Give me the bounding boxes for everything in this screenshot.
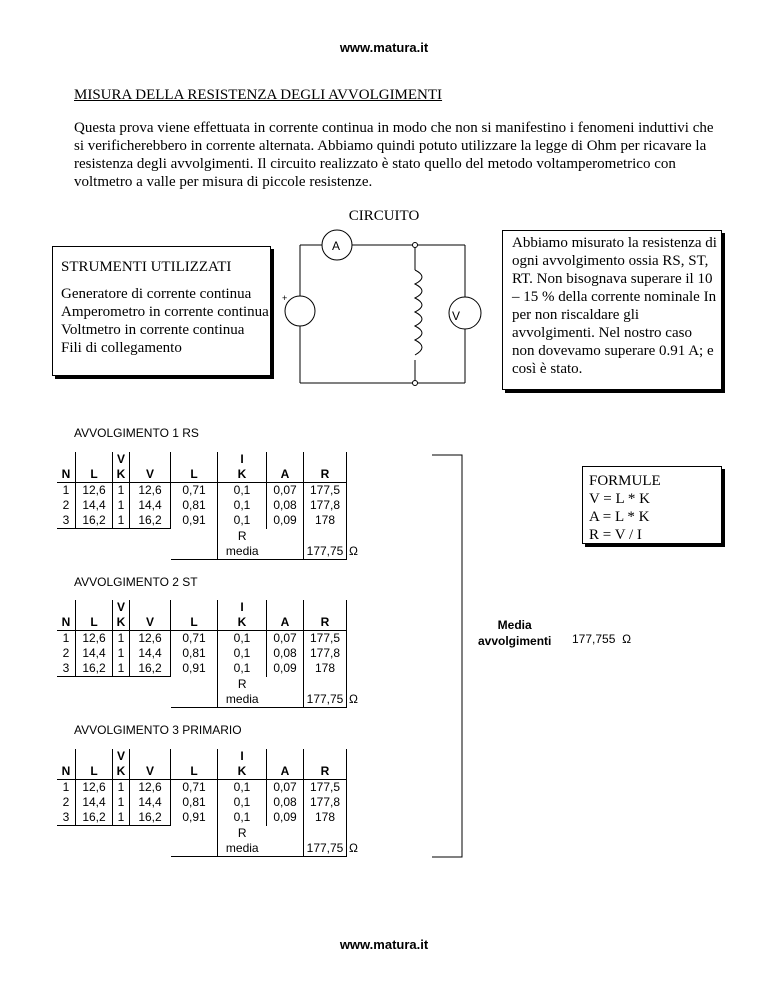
table-cell: 0,1 [218,631,267,647]
column-header: K [218,615,267,631]
table-cell [171,544,218,560]
table-cell: 14,4 [138,498,162,512]
column-header: A [267,764,304,780]
table-cell [113,826,130,842]
table-cell [171,692,218,708]
table-cell [304,826,347,842]
r-media-row [57,692,371,708]
table-cell [171,600,218,615]
formulas-text [589,472,661,544]
group-header-v: V [113,452,130,467]
table-cell [130,749,171,764]
column-header: K [218,764,267,780]
table-cell [347,498,372,513]
table-cell [347,452,372,467]
table-cell [347,631,372,647]
table-cell: 1 [57,483,76,499]
table-cell: 16,2 [76,810,113,826]
table-cell [113,677,130,693]
r-media-row [57,529,371,545]
table-cell: 14,4 [82,795,106,809]
table-cell [347,749,372,764]
table-cell: 12,6 [138,780,162,794]
column-header: V [130,764,171,780]
voltmeter-label: V [452,309,461,323]
table-cell [76,841,113,857]
table-cell: 14,4 [82,646,106,660]
column-header: L [171,764,218,780]
r-media-label: R [237,676,247,691]
table-cell [267,677,304,693]
measurement-table [57,600,371,708]
header-site: www.matura.it [339,40,429,55]
table-cell [76,826,113,842]
table-cell: 1 [57,631,76,647]
table-cell: 177,8 [304,795,347,810]
table-cell: 2 [57,646,76,661]
table-cell: 178 [304,661,347,677]
section-title: AVVOLGIMENTO 2 ST [74,575,198,589]
column-header: K [113,764,130,780]
table-cell [130,600,171,615]
table-cell: 12,6 [138,631,162,645]
table-cell: 16,2 [130,513,171,529]
table-cell [76,529,113,545]
table-cell [171,529,218,545]
table-cell: 0,09 [273,513,297,528]
table-cell [304,677,347,693]
instruments-heading: STRUMENTI UTILIZZATI [61,259,232,275]
r-media-value: 177,75 [304,841,347,857]
table-cell: 0,09 [273,810,297,825]
table-cell: 0,08 [273,646,297,660]
table-cell [267,841,304,857]
table-cell: 1 [113,810,130,826]
instrument-item: Amperometro in corrente continua [61,304,269,320]
column-header: V [130,615,171,631]
table-cell [76,749,113,764]
table-cell: 14,4 [138,795,162,809]
table-column-header [57,764,371,780]
table-cell [76,600,113,615]
table-row [57,780,371,796]
section-title: AVVOLGIMENTO 3 PRIMARIO [74,723,242,737]
table-column-header [57,467,371,483]
generator-symbol [285,296,315,326]
measurement-table [57,749,371,857]
note-box [502,230,722,390]
instrument-item: Generatore di corrente continua [61,286,252,302]
media-label-line: avvolgimenti [478,634,552,648]
table-cell [171,841,218,857]
page-title: MISURA DELLA RESISTENZA DEGLI AVVOLGIMENTI [74,87,443,103]
column-header: R [304,467,347,483]
section-title: AVVOLGIMENTO 1 RS [74,426,199,440]
table-cell [130,529,171,545]
table-column-header [57,615,371,631]
media-label [478,617,551,649]
instrument-item: Voltmetro in corrente continua [61,322,245,338]
column-header: L [76,467,113,483]
table-cell [113,692,130,708]
table-cell [113,841,130,857]
table-cell [57,677,76,693]
column-header: K [113,467,130,483]
table-row [57,513,371,529]
table-cell [130,452,171,467]
table-group-header [57,600,371,615]
table-cell [57,749,76,764]
footer-site: www.matura.it [339,937,429,952]
table-cell: 0,81 [171,646,218,661]
table-row [57,483,371,499]
table-cell: 3 [57,661,76,677]
r-media-label: R [237,528,247,543]
table-cell: 14,4 [82,498,106,512]
table-cell: 1 [113,646,130,661]
table-cell: 1 [113,780,130,796]
circuit-diagram [270,225,500,390]
table-cell: 0,08 [273,795,297,809]
table-cell [304,600,347,615]
table-cell [57,452,76,467]
table-cell [267,600,304,615]
table-cell: 16,2 [76,661,113,677]
ohm-symbol: Ω [349,841,358,856]
table-cell: 178 [304,513,347,529]
formula-line: V = L * K [589,491,650,507]
table-cell [57,529,76,545]
column-header: K [113,615,130,631]
table-cell [130,826,171,842]
table-cell: 2 [57,498,76,513]
table-cell [347,780,372,796]
table-cell: 1 [113,795,130,810]
table-cell: 0,91 [171,661,218,677]
r-media-value: 177,75 [304,544,347,560]
table-cell [171,749,218,764]
table-cell: 3 [57,513,76,529]
media-number: 177,755 [572,632,616,646]
r-media-label: media [218,692,267,708]
table-row [57,661,371,677]
table-cell [347,467,372,483]
formulas-box [582,466,722,544]
table-cell [57,692,76,708]
table-cell [76,692,113,708]
column-header: V [130,467,171,483]
instruments-list [61,285,271,357]
column-header: N [57,615,76,631]
column-header: A [267,467,304,483]
table-cell: 1 [113,631,130,647]
table-cell: 1 [113,483,130,499]
table-cell: 1 [57,780,76,796]
table-cell [113,529,130,545]
r-media-row [57,841,371,857]
instruments-box [52,246,271,376]
measurement-table [57,452,371,560]
grouping-bracket [430,452,470,862]
table-cell [267,529,304,545]
ammeter-label: A [332,239,341,253]
instrument-item: Fili di collegamento [61,340,182,356]
r-media-value: 177,75 [304,692,347,708]
r-media-row [57,826,371,842]
table-cell: 0,71 [171,631,218,647]
r-media-label: media [218,841,267,857]
r-media-label: R [237,825,247,840]
table-cell: 0,91 [171,513,218,529]
table-cell [57,544,76,560]
column-header: N [57,467,76,483]
table-cell: 0,71 [171,483,218,499]
table-cell: 14,4 [138,646,162,660]
table-cell: 0,1 [218,646,267,661]
table-cell [347,513,372,529]
table-cell [130,544,171,560]
column-header: L [76,764,113,780]
note-text: Abbiamo misurato la resistenza di ogni avvolgimento ossia RS, ST, RT. Non bisognava superare il 10 – 15 % della corrente nominale In per non riscaldare gli avvolgimenti. Nel nostro caso non dovevamo superare 0.91 A; e così è stato. [512,235,717,377]
table-cell: 0,08 [273,498,297,512]
table-cell [304,749,347,764]
table-cell: 2 [57,795,76,810]
table-cell [130,841,171,857]
table-cell: 16,2 [130,661,171,677]
table-cell [171,826,218,842]
table-cell [130,692,171,708]
table-cell [347,661,372,677]
table-cell: 177,8 [304,646,347,661]
table-cell: 0,09 [273,661,297,676]
formula-line: R = V / I [589,527,642,543]
table-cell: 177,5 [304,780,347,796]
table-cell: 0,1 [218,483,267,499]
group-header-i: I [218,452,267,467]
table-cell: 0,81 [171,795,218,810]
table-cell [304,529,347,545]
table-cell: 0,1 [218,498,267,513]
circuit-heading: CIRCUITO [348,208,420,224]
media-label-line: Media [497,618,532,632]
table-cell [113,544,130,560]
ohm-symbol: Ω [349,692,358,707]
group-header-i: I [218,600,267,615]
table-cell: 0,07 [273,780,297,794]
table-row [57,810,371,826]
table-cell [267,452,304,467]
table-cell [267,826,304,842]
table-cell [57,600,76,615]
table-row [57,498,371,513]
table-cell: 12,6 [82,483,106,497]
table-cell [76,544,113,560]
table-cell: 0,07 [273,631,297,645]
table-group-header [57,749,371,764]
table-cell [347,677,372,693]
table-cell [76,677,113,693]
ohm-symbol: Ω [622,632,632,646]
media-value [572,632,631,646]
table-cell: 178 [304,810,347,826]
table-cell: 3 [57,810,76,826]
polarity-label: + [282,293,288,303]
r-media-label: media [218,544,267,560]
table-cell [130,677,171,693]
r-media-row [57,544,371,560]
table-cell [267,749,304,764]
table-cell: 1 [113,513,130,529]
table-cell: 0,1 [218,661,267,677]
table-cell: 12,6 [82,631,106,645]
formulas-heading: FORMULE [589,473,661,489]
table-cell: 12,6 [82,780,106,794]
column-header: L [171,467,218,483]
table-cell: 16,2 [76,513,113,529]
table-cell [347,764,372,780]
table-row [57,795,371,810]
ohm-symbol: Ω [349,544,358,559]
table-row [57,646,371,661]
table-cell: 0,71 [171,780,218,796]
column-header: L [171,615,218,631]
table-row [57,631,371,647]
column-header: N [57,764,76,780]
table-cell [347,826,372,842]
table-cell [347,615,372,631]
table-cell [347,810,372,826]
table-cell [57,841,76,857]
table-cell: 177,5 [304,483,347,499]
column-header: L [76,615,113,631]
table-cell: 0,91 [171,810,218,826]
table-cell: 177,5 [304,631,347,647]
table-cell: 0,1 [218,795,267,810]
group-header-i: I [218,749,267,764]
table-group-header [57,452,371,467]
table-cell: 0,1 [218,780,267,796]
table-cell: 0,81 [171,498,218,513]
table-cell [347,646,372,661]
table-cell [347,483,372,499]
table-cell [304,452,347,467]
r-media-row [57,677,371,693]
table-cell [76,452,113,467]
table-cell: 0,1 [218,810,267,826]
table-cell: 16,2 [130,810,171,826]
table-cell [267,544,304,560]
table-cell: 0,1 [218,513,267,529]
group-header-v: V [113,600,130,615]
group-header-v: V [113,749,130,764]
table-cell [57,826,76,842]
column-header: R [304,615,347,631]
table-cell: 177,8 [304,498,347,513]
table-cell: 0,07 [273,483,297,497]
table-cell [171,677,218,693]
table-cell [347,600,372,615]
table-cell: 1 [113,498,130,513]
table-cell [267,692,304,708]
table-cell [347,529,372,545]
table-cell: 1 [113,661,130,677]
intro-paragraph: Questa prova viene effettuata in corrente continua in modo che non si manifestino i fenomeni induttivi che si verificherebbero in corrente alternata. Abbiamo quindi potuto utilizzare la legge di Ohm per ricavare la resistenza degli avvolgimenti. Il circuito realizzato è stato quello del metodo voltamperometrico con voltmetro a valle per misura di piccole resistenze. [74,120,714,190]
table-cell: 12,6 [138,483,162,497]
formula-line: A = L * K [589,509,650,525]
column-header: A [267,615,304,631]
column-header: K [218,467,267,483]
column-header: R [304,764,347,780]
table-cell [347,795,372,810]
table-cell [171,452,218,467]
inductor-coil [415,270,422,355]
